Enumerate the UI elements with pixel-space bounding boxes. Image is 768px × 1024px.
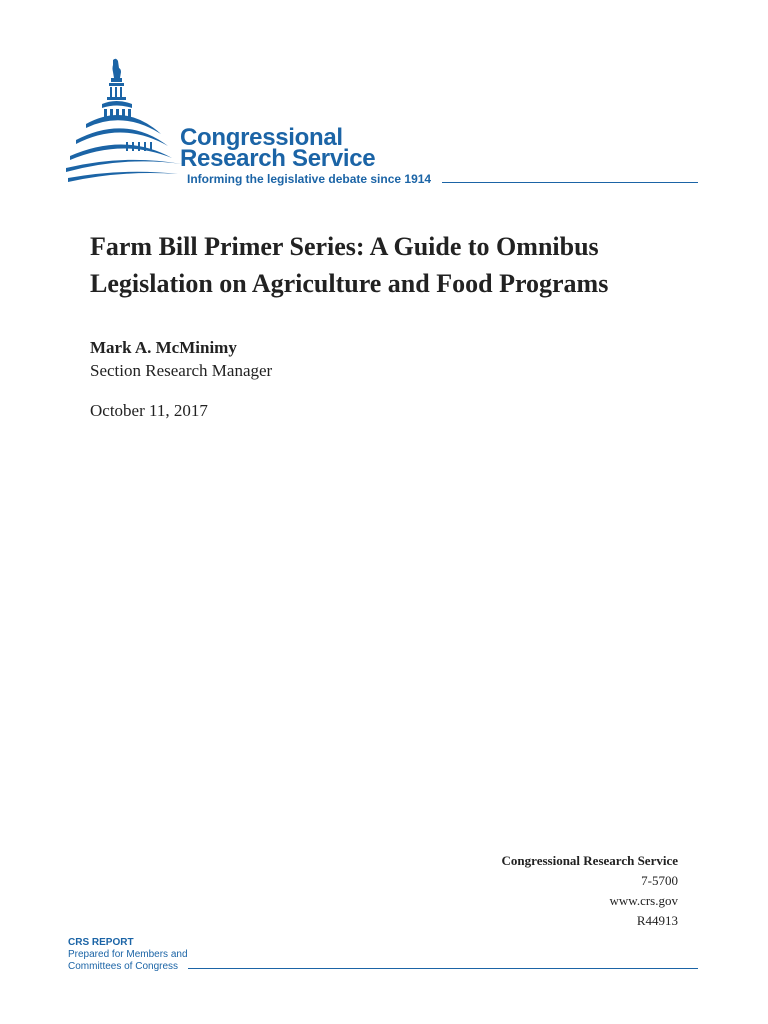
header-divider: [442, 182, 698, 183]
footer-divider: [188, 968, 698, 969]
footer-label: CRS REPORT: [68, 937, 134, 948]
author-title: Section Research Manager: [90, 361, 273, 380]
report-date: October 11, 2017: [90, 401, 208, 420]
author-name: Mark A. McMinimy: [90, 338, 237, 357]
footer-subtitle: [68, 949, 188, 973]
report-title: Farm Bill Primer Series: A Guide to Omnibus Legislation on Agriculture and Food Programs: [90, 232, 609, 298]
publisher-phone: 7-5700: [641, 873, 678, 888]
footer-line2: Committees of Congress: [68, 961, 179, 972]
capitol-dome-icon: [66, 56, 184, 186]
publisher-website: www.crs.gov: [609, 893, 678, 908]
logo-wordmark-line2: Research Service: [180, 145, 376, 172]
logo-tagline: Informing the legislative debate since 1914: [187, 172, 432, 186]
logo-wordmark-line1: Congressional: [180, 124, 343, 151]
report-number: R44913: [636, 913, 678, 928]
footer-line1: Prepared for Members and: [68, 949, 188, 960]
publisher-info: [502, 851, 678, 931]
publisher-name: Congressional Research Service: [501, 853, 678, 868]
